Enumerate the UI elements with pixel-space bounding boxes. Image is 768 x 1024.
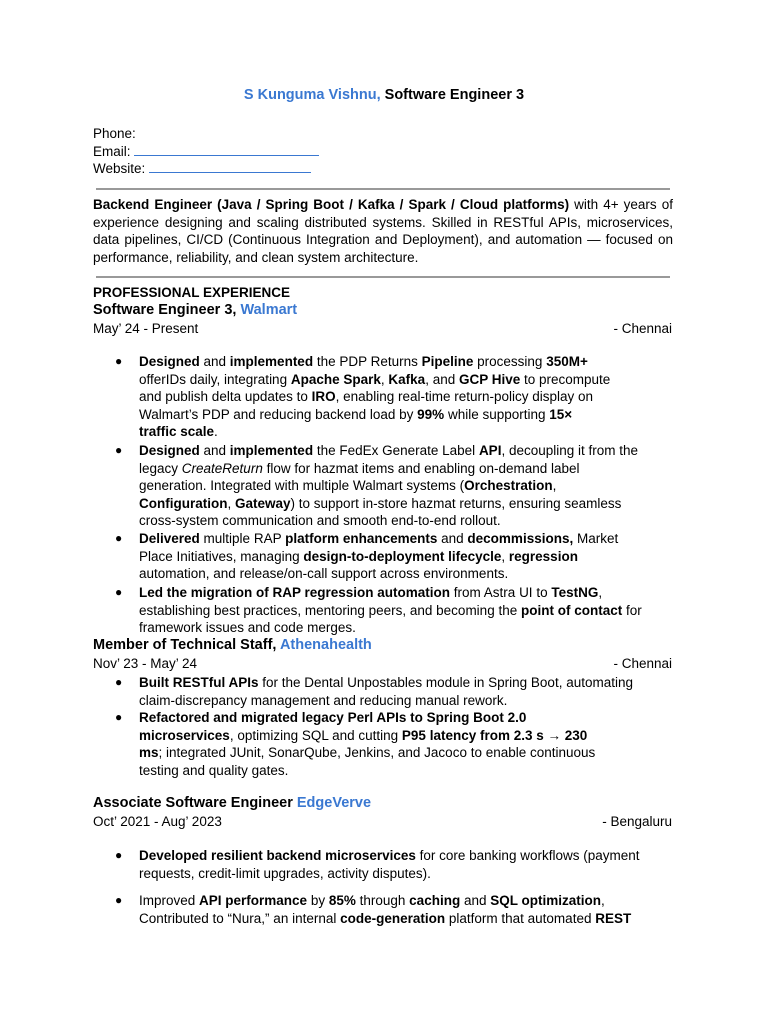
bold-text: decommissions, xyxy=(467,531,574,546)
bold-text: ms xyxy=(139,745,159,761)
bullet-text: Place Initiatives, managing xyxy=(139,548,304,564)
bullet-text: processing xyxy=(473,354,547,369)
italic-text: CreateReturn xyxy=(181,460,263,476)
bold-text: IRO xyxy=(311,389,336,405)
bold-text: design-to-deployment lifecycle xyxy=(303,548,502,564)
bullet-text: automation, and release/on-call support across environments. xyxy=(139,566,509,582)
phone-label: Phone: xyxy=(93,126,136,141)
email-line xyxy=(93,143,319,160)
role-title: Member of Technical Staff, xyxy=(93,637,277,653)
bullet-text: through xyxy=(355,893,410,908)
bullet-text: , xyxy=(598,585,603,600)
role-title: Software Engineer 3, xyxy=(93,302,237,318)
bullet-text: Walmart’s PDP and reducing backend load by xyxy=(139,406,418,422)
bullet-text: for the Dental Unpostables module in Spring Boot, automating xyxy=(258,675,633,690)
bullet-text: offerIDs daily, integrating xyxy=(139,371,291,387)
bullet-text: , xyxy=(501,548,509,564)
bold-text: Pipeline xyxy=(421,354,474,369)
bold-text: TestNG xyxy=(551,585,599,600)
bullet-text: to precompute xyxy=(520,371,611,387)
bullet-text: establishing best practices, mentoring peers, and becoming the xyxy=(139,602,521,618)
bullet-text: and xyxy=(460,893,491,908)
bullet-text: platform that automated xyxy=(445,910,596,926)
bullet-text: cross-system communication and smooth end-to-end rollout. xyxy=(139,513,501,529)
bold-text: Developed resilient backend microservices xyxy=(139,848,416,863)
candidate-title: Software Engineer 3 xyxy=(384,87,525,103)
section-title: PROFESSIONAL EXPERIENCE xyxy=(93,285,291,300)
email-label: Email: xyxy=(93,144,131,159)
bullet-item xyxy=(115,674,673,709)
bullet-item xyxy=(115,709,673,779)
bullet-text: ; integrated JUnit, SonarQube, Jenkins, and Jacoco to enable continuous xyxy=(158,745,596,761)
bullet-text: and xyxy=(199,354,230,369)
job-role xyxy=(93,302,297,318)
bold-text: Gateway xyxy=(235,495,291,511)
email-link[interactable] xyxy=(134,143,319,156)
bullet-text: for core banking workflows (payment xyxy=(415,848,640,863)
bold-text: Kafka xyxy=(388,371,426,387)
bullet-text: and xyxy=(437,531,468,546)
bullet-dot-icon: ● xyxy=(115,710,123,724)
bullet-text: testing and quality gates. xyxy=(139,762,289,778)
bullet-dot-icon: ● xyxy=(115,585,123,599)
bold-text: Refactored and migrated legacy Perl APIs to Spring Boot 2.0 xyxy=(139,710,527,725)
bullet-text: Contributed to “Nura,” an internal xyxy=(139,910,341,926)
candidate-name: S Kunguma Vishnu, xyxy=(243,87,381,103)
bullet-text: flow for hazmat items and enabling on-demand label xyxy=(262,460,580,476)
bullet-text: , and xyxy=(425,371,459,387)
bullet-item xyxy=(115,353,673,441)
bold-text: regression xyxy=(508,548,578,564)
job-location: - Chennai xyxy=(613,656,672,671)
bullet-dot-icon: ● xyxy=(115,354,123,368)
bold-text: microservices xyxy=(139,727,230,743)
bold-text: 85% xyxy=(328,893,356,908)
divider-top xyxy=(96,188,670,190)
company-name: Athenahealth xyxy=(279,637,372,653)
website-line xyxy=(93,160,311,177)
summary-lead: Backend Engineer (Java / Spring Boot / Kafka / Spark / Cloud platforms) xyxy=(93,197,570,212)
job-location: - Bengaluru xyxy=(602,814,672,829)
bullet-dot-icon: ● xyxy=(115,531,123,545)
phone-line xyxy=(93,125,136,142)
bullet-text: while supporting xyxy=(444,406,550,422)
page-title xyxy=(0,87,768,103)
bullet-dot-icon: ● xyxy=(115,893,123,907)
bullet-text: the FedEx Generate Label xyxy=(313,443,479,458)
bold-text: SQL optimization xyxy=(490,893,601,908)
bullet-item xyxy=(115,847,673,882)
bullet-text: Improved xyxy=(139,893,200,908)
bold-text: 350M+ xyxy=(546,354,588,369)
bullet-text: claim-discrepancy management and reducing manual rework. xyxy=(139,692,508,708)
bullet-text: generation. Integrated with multiple Walmart systems ( xyxy=(139,478,465,494)
bold-text: implemented xyxy=(229,443,314,458)
bullet-text: multiple RAP xyxy=(199,531,286,546)
bold-text: point of contact xyxy=(520,602,623,618)
bullet-item xyxy=(115,584,673,637)
job-role xyxy=(93,795,371,811)
bold-text: Orchestration xyxy=(464,478,553,494)
company-name: EdgeVerve xyxy=(296,795,372,811)
bullet-item xyxy=(115,892,673,927)
bold-text: GCP Hive xyxy=(458,371,521,387)
job-dates: Oct’ 2021 - Aug’ 2023 xyxy=(93,814,222,829)
bullet-item xyxy=(115,442,673,530)
bullet-text: the PDP Returns xyxy=(313,354,422,369)
bold-text: code-generation xyxy=(340,910,446,926)
bold-text: P95 latency from 2.3 s → 230 xyxy=(401,727,588,743)
bullet-text: and xyxy=(199,443,230,458)
job-dates: May’ 24 - Present xyxy=(93,321,199,336)
bullet-text: requests, credit-limit upgrades, activity disputes). xyxy=(139,865,431,881)
bullet-text: for xyxy=(622,602,642,618)
bullet-text: , xyxy=(227,495,235,511)
bold-text: Designed xyxy=(139,354,200,369)
bullet-text: , xyxy=(552,478,557,494)
bold-text: API xyxy=(478,443,502,458)
bullet-text: , enabling real-time return-policy display on xyxy=(335,389,594,405)
summary xyxy=(93,196,673,266)
bullet-text: Market xyxy=(573,531,619,546)
bullet-item xyxy=(115,530,673,583)
divider-bottom xyxy=(96,276,670,278)
bold-text: REST xyxy=(595,910,632,926)
bold-text: Built RESTful APIs xyxy=(139,675,259,690)
bullet-text: by xyxy=(307,893,329,908)
bold-text: caching xyxy=(409,893,461,908)
role-title: Associate Software Engineer xyxy=(93,795,293,811)
bold-text: Apache Spark xyxy=(290,371,381,387)
bold-text: Designed xyxy=(139,443,200,458)
job-location: - Chennai xyxy=(613,321,672,336)
bold-text: platform enhancements xyxy=(285,531,438,546)
bold-text: Delivered xyxy=(139,531,200,546)
bold-text: 15× xyxy=(549,406,573,422)
bold-text: Led the migration of RAP regression automation xyxy=(139,585,451,600)
bold-text: traffic scale xyxy=(139,424,215,440)
bullet-text: and publish delta updates to xyxy=(139,389,312,405)
bold-text: 99% xyxy=(417,406,445,422)
bold-text: API performance xyxy=(199,893,308,908)
bullet-text: . xyxy=(214,424,218,440)
bullet-text: ) to support in-store hazmat returns, ensuring seamless xyxy=(290,495,622,511)
bullet-dot-icon: ● xyxy=(115,848,123,862)
bullet-dot-icon: ● xyxy=(115,675,123,689)
bold-text: Configuration xyxy=(139,495,228,511)
bullet-text: legacy xyxy=(139,460,182,476)
bullet-dot-icon: ● xyxy=(115,443,123,457)
company-name: Walmart xyxy=(240,302,298,318)
job-dates: Nov’ 23 - May’ 24 xyxy=(93,656,198,671)
bullet-text: from Astra UI to xyxy=(450,585,552,600)
website-label: Website: xyxy=(93,161,146,176)
summary-body: with 4+ years of experience designing and scaling distributed systems. Skilled in RESTful APIs, microservices, data pipelines, CI/CD (Continuous Integration and Deployment), and automation — focused on performance, reliability, and clean system architecture. xyxy=(93,197,673,265)
website-link[interactable] xyxy=(149,160,311,173)
bullet-text: , xyxy=(600,893,605,908)
bullet-text: , xyxy=(380,371,389,387)
bullet-text: , optimizing SQL and cutting xyxy=(229,727,402,743)
bold-text: implemented xyxy=(229,354,314,369)
bullet-text: framework issues and code merges. xyxy=(139,620,356,636)
bullet-text: , decoupling it from the xyxy=(501,443,639,458)
job-role xyxy=(93,637,372,653)
